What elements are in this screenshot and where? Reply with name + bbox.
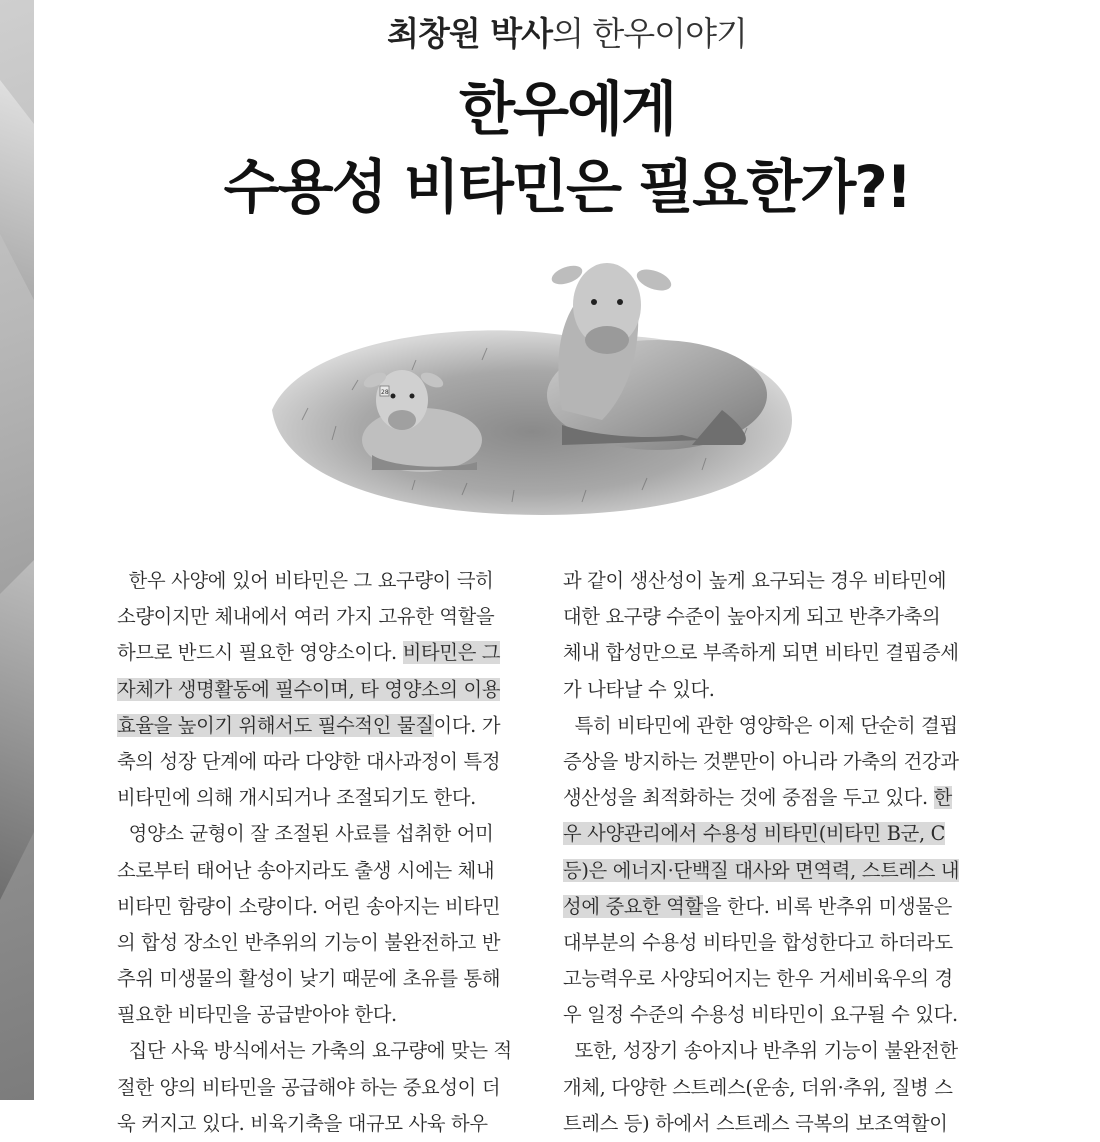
text-line xyxy=(117,997,537,1033)
text-line xyxy=(563,635,983,671)
text-line xyxy=(563,780,983,816)
body-text: 증상을 방지하는 것뿐만이 아니라 가축의 건강과 xyxy=(563,749,959,773)
body-text: 생산성을 최적화하는 것에 중점을 두고 있다. xyxy=(563,786,934,810)
text-line xyxy=(563,997,983,1033)
body-text: 의 합성 장소인 반추위의 기능이 불완전하고 반 xyxy=(117,930,501,954)
body-text: 추위 미생물의 활성이 낮기 때문에 초유를 통해 xyxy=(117,967,501,991)
text-line xyxy=(563,599,983,635)
text-line xyxy=(563,1106,983,1142)
body-text: 소로부터 태어난 송아지라도 출생 시에는 체내 xyxy=(117,858,495,882)
body-text: 가 나타날 수 있다. xyxy=(563,677,715,701)
highlighted-text: 등)은 에너지·단백질 대사와 면역력, 스트레스 내 xyxy=(563,858,960,882)
text-line xyxy=(117,889,537,925)
text-line xyxy=(563,961,983,997)
text-line xyxy=(117,1070,537,1106)
highlighted-text: 한 xyxy=(933,786,952,810)
text-line xyxy=(563,1033,983,1069)
body-text: 비타민 함량이 소량이다. 어린 송아지는 비타민 xyxy=(117,894,501,918)
series-name: 의 한우이야기 xyxy=(552,14,747,53)
text-line xyxy=(563,708,983,744)
article-column-right xyxy=(563,563,983,1142)
body-text: 개체, 다양한 스트레스(운송, 더위·추위, 질병 스 xyxy=(563,1075,953,1099)
body-text: 과 같이 생산성이 높게 요구되는 경우 비타민에 xyxy=(563,569,947,592)
cow-and-calf-photo xyxy=(262,240,802,530)
body-text: 축의 성장 단계에 따라 다양한 대사과정이 특정 xyxy=(117,749,501,773)
body-text: 하므로 반드시 필요한 영양소이다. xyxy=(117,641,403,665)
text-line xyxy=(117,635,537,671)
body-text: 대부분의 수용성 비타민을 합성한다고 하더라도 xyxy=(563,930,953,954)
body-text: 욱 커지고 있다. 비육기축을 대규모 사육 하우 xyxy=(117,1111,488,1135)
text-line xyxy=(117,961,537,997)
body-text: 특히 비타민에 관한 영양학은 이제 단순히 결핍 xyxy=(563,713,958,737)
body-text: 우 일정 수준의 수용성 비타민이 요구될 수 있다. xyxy=(563,1003,958,1027)
headline-line-1: 한우에게 xyxy=(458,75,676,143)
text-line xyxy=(117,708,537,744)
text-line xyxy=(563,889,983,925)
text-line xyxy=(563,853,983,889)
text-line xyxy=(117,599,537,635)
body-text: 트레스 등) 하에서 스트레스 극복의 보조역할이 xyxy=(563,1111,948,1135)
body-text: 필요한 비타민을 공급받아야 한다. xyxy=(117,1003,397,1027)
text-line xyxy=(117,853,537,889)
highlighted-text: 비타민은 그 xyxy=(402,641,501,665)
text-line xyxy=(117,672,537,708)
headline-line-2: 수용성 비타민은 필요한가?! xyxy=(223,153,911,221)
highlighted-text: 자체가 생명활동에 필수이며, 타 영양소의 이용 xyxy=(117,677,501,701)
body-text: 영양소 균형이 잘 조절된 사료를 섭취한 어미 xyxy=(117,822,494,846)
text-line xyxy=(117,780,537,816)
body-text: 소량이지만 체내에서 여러 가지 고유한 역할을 xyxy=(117,605,495,629)
body-text: 고능력우로 사양되어지는 한우 거세비육우의 경 xyxy=(563,967,953,991)
text-line xyxy=(563,563,983,599)
body-text: 절한 양의 비타민을 공급해야 하는 중요성이 더 xyxy=(117,1075,501,1099)
body-text: 이다. 가 xyxy=(433,713,501,737)
body-text: 을 한다. 비록 반추위 미생물은 xyxy=(702,894,952,918)
text-line xyxy=(117,925,537,961)
text-line xyxy=(563,744,983,780)
text-line xyxy=(563,1070,983,1106)
highlighted-text: 우 사양관리에서 수용성 비타민(비타민 B군, C xyxy=(563,822,946,846)
series-author: 최창원 박사 xyxy=(387,14,553,53)
ear-tag-label: 28 xyxy=(381,389,389,396)
highlighted-text: 효율을 높이기 위해서도 필수적인 물질 xyxy=(117,713,434,737)
text-line xyxy=(563,672,983,708)
text-line xyxy=(563,925,983,961)
body-text: 체내 합성만으로 부족하게 되면 비타민 결핍증세 xyxy=(563,641,959,665)
body-text: 한우 사양에 있어 비타민은 그 요구량이 극히 xyxy=(117,569,494,592)
cow-figure xyxy=(547,262,767,450)
series-title xyxy=(34,8,1100,55)
body-text: 집단 사육 방식에서는 가축의 요구량에 맞는 적 xyxy=(117,1039,512,1063)
body-text: 또한, 성장기 송아지나 반추위 기능이 불완전한 xyxy=(563,1039,958,1063)
text-line xyxy=(117,816,537,852)
text-line xyxy=(117,744,537,780)
text-line xyxy=(117,1033,537,1069)
text-line xyxy=(117,563,537,599)
text-line xyxy=(563,816,983,852)
body-text: 비타민에 의해 개시되거나 조절되기도 한다. xyxy=(117,786,477,810)
highlighted-text: 성에 중요한 역할 xyxy=(563,894,703,918)
article-column-left xyxy=(117,563,537,1142)
body-text: 대한 요구량 수준이 높아지게 되고 반추가축의 xyxy=(563,605,941,629)
text-line xyxy=(117,1106,537,1142)
